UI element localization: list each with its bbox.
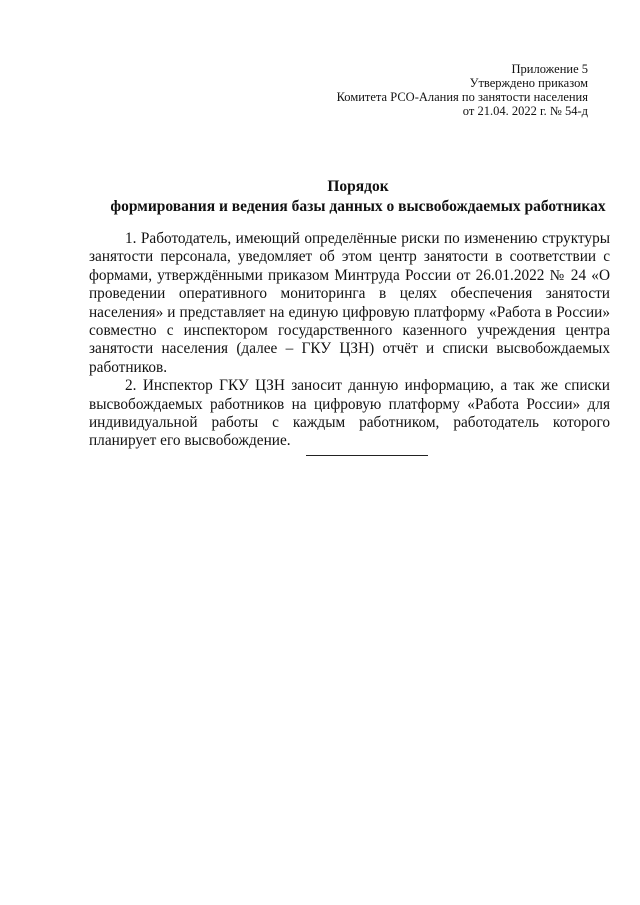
order-date-line: от 21.04. 2022 г. № 54-д — [462, 104, 588, 118]
attachment-number: Приложение 5 — [511, 62, 588, 76]
approval-line: Утверждено приказом — [469, 76, 588, 90]
paragraph-2: 2. Инспектор ГКУ ЦЗН заносит данную информацию, а так же списки высвобождаемых работников на цифровую платформу «Работа России» для индивидуальной работы с каждым работником, работодатель которого планирует его высвобождение. — [89, 377, 610, 450]
attachment-block — [288, 62, 588, 118]
document-title — [88, 177, 628, 217]
document-body — [89, 230, 610, 451]
title-heading: Порядок — [327, 178, 389, 195]
paragraph-1: 1. Работодатель, имеющий определённые риски по изменению структуры занятости персонала, уведомляет об этом центр занятости в соответствии с формами, утверждёнными приказом Минтруда России от 26.01.2022 № 24 «О проведении оперативного мониторинга в целях обеспечения занятости населения» и представляет на единую цифровую платформу «Работа в России» совместно с инспектором государственного казенного учреждения центра занятости населения (далее – ГКУ ЦЗН) отчёт и списки высвобождаемых работников. — [89, 230, 610, 376]
closing-rule — [306, 455, 428, 456]
committee-line: Комитета РСО-Алания по занятости населения — [336, 90, 588, 104]
title-subheading: формирования и ведения базы данных о высвобождаемых работниках — [110, 198, 606, 215]
